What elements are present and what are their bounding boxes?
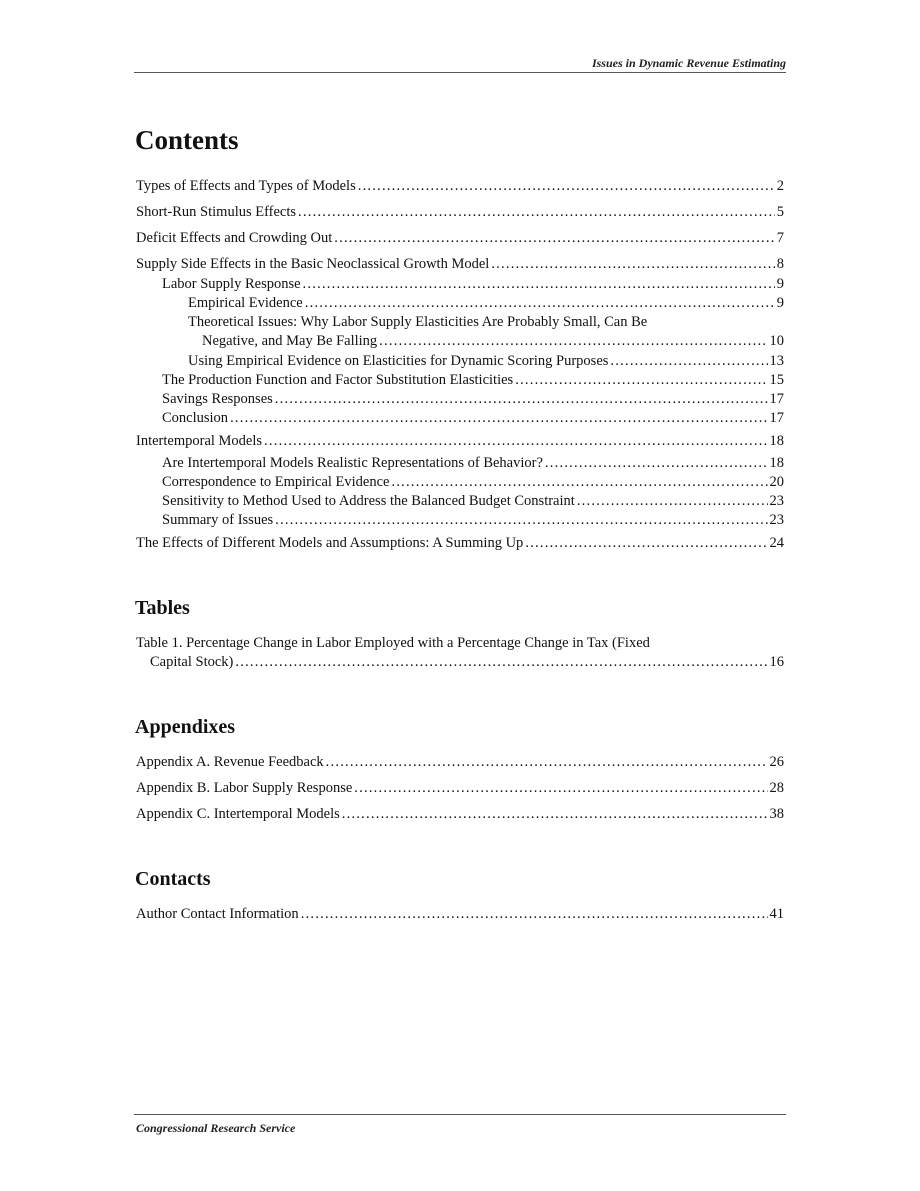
tables-list (136, 634, 784, 674)
toc-entry-title: Summary of Issues (162, 512, 274, 528)
toc-entry-page: 8 (776, 256, 784, 272)
toc-entry-title: Short-Run Stimulus Effects (136, 204, 297, 220)
leader-dots (326, 753, 768, 772)
toc-entry[interactable] (188, 294, 784, 313)
toc-entry-title: Appendix A. Revenue Feedback (136, 754, 324, 770)
toc-entry-page: 18 (769, 455, 784, 471)
toc-entry[interactable] (136, 229, 784, 248)
tables-heading: Tables (135, 597, 190, 619)
leader-dots (577, 492, 768, 511)
toc-entry-page: 16 (769, 654, 784, 670)
toc-entry-title: Types of Effects and Types of Models (136, 178, 356, 194)
toc-entry[interactable] (136, 753, 784, 772)
toc-entry-page: 23 (769, 493, 784, 509)
toc-entry-page: 10 (769, 333, 784, 349)
toc-entry-title: Correspondence to Empirical Evidence (162, 474, 390, 490)
appendixes-list (136, 753, 784, 825)
running-footer: Congressional Research Service (136, 1121, 296, 1135)
toc-entry-title: Are Intertemporal Models Realistic Representations of Behavior? (162, 455, 543, 471)
toc-entry-page: 41 (769, 906, 784, 922)
toc-entry-title: Appendix C. Intertemporal Models (136, 806, 340, 822)
toc-entry-page: 26 (769, 754, 784, 770)
leader-dots (230, 409, 767, 428)
running-header-title: Issues in Dynamic Revenue Estimating (591, 56, 786, 70)
leader-dots (354, 779, 767, 798)
leader-dots (301, 905, 768, 924)
leader-dots (525, 534, 767, 553)
toc-entry-page: 7 (776, 230, 784, 246)
toc-entry[interactable] (136, 177, 784, 196)
toc-entry-continuation (136, 653, 784, 672)
contents-heading: Contents (135, 125, 239, 155)
leader-dots (491, 255, 774, 274)
contacts-heading: Contacts (135, 868, 211, 890)
toc-entry-title: Appendix B. Labor Supply Response (136, 780, 353, 796)
leader-dots (379, 332, 767, 351)
toc-entry-page: 24 (769, 535, 784, 551)
toc-entry[interactable] (162, 492, 784, 511)
toc-entry[interactable] (162, 473, 784, 492)
footer-rule (134, 1114, 786, 1115)
toc-entry-title: Sensitivity to Method Used to Address the Balanced Budget Constraint (162, 493, 575, 509)
toc-entry-page: 5 (776, 204, 784, 220)
toc-entry-page: 9 (776, 295, 784, 311)
toc-entry[interactable] (136, 255, 784, 274)
toc-entry-title: Labor Supply Response (162, 276, 301, 292)
toc-entry-title-line1: Theoretical Issues: Why Labor Supply Elasticities Are Probably Small, Can Be (188, 314, 648, 330)
leader-dots (334, 229, 775, 248)
toc-entry[interactable] (162, 511, 784, 530)
toc-entry-multiline[interactable] (188, 313, 784, 351)
toc-entry[interactable] (162, 275, 784, 294)
leader-dots (235, 653, 767, 672)
appendixes-heading: Appendixes (135, 716, 236, 738)
toc-entry[interactable] (162, 454, 784, 473)
leader-dots (303, 275, 775, 294)
toc-entry-page: 18 (769, 433, 784, 449)
toc-entry[interactable] (136, 534, 784, 553)
leader-dots (391, 473, 767, 492)
toc-entry-title: Using Empirical Evidence on Elasticities for Dynamic Scoring Purposes (188, 353, 609, 369)
leader-dots (298, 203, 775, 222)
toc-entry-title: The Production Function and Factor Substitution Elasticities (162, 372, 514, 388)
toc-entry-title: Empirical Evidence (188, 295, 303, 311)
leader-dots (610, 352, 767, 371)
leader-dots (358, 177, 775, 196)
contents-list (136, 177, 784, 557)
leader-dots (275, 390, 768, 409)
toc-entry-page: 2 (776, 178, 784, 194)
leader-dots (305, 294, 775, 313)
toc-entry-title: The Effects of Different Models and Assumptions: A Summing Up (136, 535, 524, 551)
toc-entry-page: 9 (776, 276, 784, 292)
toc-entry-multiline[interactable] (136, 634, 784, 672)
running-header (134, 56, 786, 73)
leader-dots (264, 432, 767, 451)
contacts-list (136, 905, 784, 925)
toc-entry[interactable] (136, 905, 784, 924)
toc-entry-continuation (188, 332, 784, 351)
toc-entry[interactable] (136, 432, 784, 451)
toc-entry-title-line2: Negative, and May Be Falling (202, 333, 378, 349)
toc-entry[interactable] (162, 371, 784, 390)
toc-entry-page: 23 (769, 512, 784, 528)
toc-entry-title: Supply Side Effects in the Basic Neoclassical Growth Model (136, 256, 490, 272)
toc-entry[interactable] (136, 203, 784, 222)
toc-entry[interactable] (162, 409, 784, 428)
toc-entry-page: 17 (769, 391, 784, 407)
toc-entry-page: 15 (769, 372, 784, 388)
toc-entry[interactable] (188, 352, 784, 371)
toc-entry-page: 28 (769, 780, 784, 796)
toc-entry-page: 13 (769, 353, 784, 369)
toc-entry[interactable] (136, 779, 784, 798)
toc-entry-title: Conclusion (162, 410, 229, 426)
leader-dots (515, 371, 767, 390)
leader-dots (275, 511, 767, 530)
toc-entry-page: 17 (769, 410, 784, 426)
leader-dots (545, 454, 768, 473)
toc-entry-title: Deficit Effects and Crowding Out (136, 230, 333, 246)
toc-entry-title-line2: Capital Stock) (150, 654, 234, 670)
toc-entry[interactable] (136, 805, 784, 824)
toc-entry-page: 38 (769, 806, 784, 822)
toc-entry[interactable] (162, 390, 784, 409)
toc-entry-title: Savings Responses (162, 391, 273, 407)
leader-dots (342, 805, 768, 824)
toc-entry-title: Intertemporal Models (136, 433, 263, 449)
toc-entry-title-line1: Table 1. Percentage Change in Labor Employed with a Percentage Change in Tax (Fixed (136, 635, 650, 651)
toc-entry-title: Author Contact Information (136, 906, 299, 922)
toc-entry-page: 20 (769, 474, 784, 490)
